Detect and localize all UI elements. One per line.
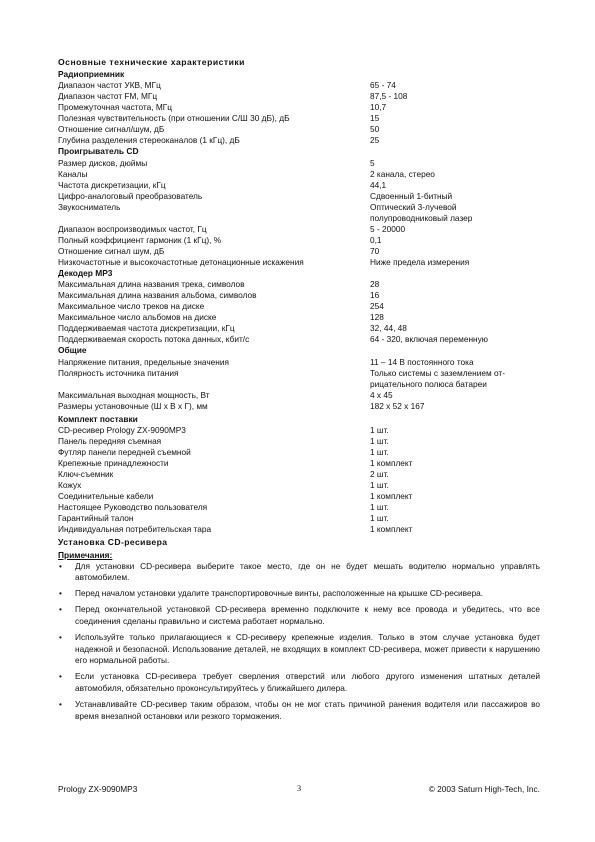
spec-label: Панель передняя съемная	[58, 436, 162, 446]
spec-label: Промежуточная частота, МГц	[58, 102, 172, 112]
spec-label: Поддерживаемая скорость потока данных, кбит/с	[58, 334, 250, 344]
spec-row	[58, 202, 540, 213]
spec-row	[58, 191, 540, 202]
spec-row	[58, 180, 540, 191]
spec-row	[58, 246, 540, 257]
spec-row	[58, 169, 540, 180]
bullet-icon: •	[59, 604, 62, 615]
document-page	[58, 57, 540, 727]
bullet-icon: •	[59, 671, 62, 682]
page-number: 3	[297, 784, 302, 793]
spec-row	[58, 436, 540, 447]
spec-row	[58, 491, 540, 502]
spec-value: 1 шт.	[370, 513, 389, 523]
spec-value: 1 комплект	[370, 458, 413, 468]
bullet-icon: •	[59, 698, 62, 709]
spec-label: Индивидуальная потребительская тара	[58, 524, 212, 534]
note-item	[58, 632, 540, 667]
spec-row	[58, 102, 540, 113]
spec-label: Отношение сигнал шум, дБ	[58, 245, 165, 256]
spec-row	[58, 135, 540, 146]
spec-row	[58, 513, 540, 524]
spec-value: 1 шт.	[370, 502, 389, 512]
spec-label: Настоящее Руководство пользователя	[58, 502, 208, 512]
spec-label: Размеры установочные (Ш х В х Г), мм	[58, 400, 208, 411]
notes-list	[58, 561, 540, 723]
spec-label: Футляр панели передней съемной	[58, 447, 191, 457]
spec-value: 50	[370, 124, 380, 134]
spec-value: 70	[370, 245, 380, 256]
spec-row	[58, 301, 540, 312]
spec-label: CD-ресивер Prology ZX-9090MP3	[58, 425, 186, 435]
spec-label: Максимальная длина названия трека, символов	[58, 279, 245, 289]
spec-label: Максимальное число альбомов на диске	[58, 312, 217, 322]
spec-value: 1 шт.	[370, 447, 389, 457]
spec-label: Поддерживаемая частота дискретизации, кГц	[58, 323, 235, 333]
kit-list	[58, 425, 540, 535]
spec-row	[58, 447, 540, 458]
section-heading: Общие	[58, 345, 87, 355]
footer-copyright: © 2003 Saturn High-Tech, Inc.	[428, 784, 540, 794]
note-item	[58, 561, 540, 584]
spec-row	[58, 257, 540, 268]
bullet-icon: •	[59, 588, 62, 599]
note-item	[58, 604, 540, 627]
spec-row	[58, 235, 540, 246]
spec-label: Диапазон частот FM, МГц	[58, 91, 158, 101]
spec-row	[58, 390, 540, 401]
spec-value: 64 - 320, включая переменную	[370, 334, 488, 344]
install-heading: Установка CD-ресивера	[58, 537, 168, 547]
spec-label: Напряжение питания, предельные значения	[58, 356, 229, 367]
section-heading: Декодер MP3	[58, 267, 113, 278]
spec-label: Диапазон частот УКВ, МГц	[58, 80, 161, 90]
spec-label: Отношение сигнал/шум, дБ	[58, 124, 165, 134]
spec-value: 1 шт.	[370, 436, 389, 446]
spec-row	[58, 124, 540, 135]
spec-row	[58, 425, 540, 436]
spacer	[58, 379, 370, 390]
spec-row	[58, 401, 540, 412]
spec-value: 0,1	[370, 234, 382, 245]
spec-row	[58, 368, 540, 379]
spec-label: Ключ-съемник	[58, 469, 114, 479]
spec-label: Полный коэффициент гармоник (1 кГц), %	[58, 234, 222, 245]
spec-value: 182 x 52 x 167	[370, 400, 425, 411]
notes-title: Примечания:	[58, 549, 113, 560]
spec-value: 4 x 45	[370, 389, 393, 400]
spec-value: 2 шт.	[370, 469, 389, 479]
spec-label: Полезная чувствительность (при отношении С/Ш 30 дБ), дБ	[58, 113, 290, 123]
spec-value: 1 шт.	[370, 480, 389, 490]
spec-row	[58, 469, 540, 480]
bullet-icon: •	[59, 631, 62, 642]
spec-value: 254	[370, 301, 384, 311]
spec-value: 1 комплект	[370, 524, 413, 534]
spec-value: 87,5 - 108	[370, 91, 408, 101]
spec-label: Максимальная выходная мощность, Вт	[58, 389, 210, 400]
spec-value: 44,1	[370, 179, 387, 190]
spec-label: Цифро-аналоговый преобразователь	[58, 190, 203, 201]
spec-label: Крепежные принадлежности	[58, 458, 169, 468]
note-item	[58, 699, 540, 722]
spec-row-continued	[58, 379, 540, 390]
spec-row	[58, 312, 540, 323]
spec-row-continued	[58, 213, 540, 224]
spec-row	[58, 323, 540, 334]
spec-value: 5	[370, 157, 375, 168]
spec-value: 28	[370, 279, 380, 289]
spec-value: Сдвоенный 1-битный	[370, 190, 453, 201]
footer-model: Prology ZX-9090MP3	[58, 784, 138, 794]
page-title: Основные технические характеристики	[58, 57, 245, 67]
spec-value: Оптический 3-лучевой	[370, 201, 457, 212]
spec-value: 11 – 14 В постоянного тока	[370, 356, 474, 367]
spec-row	[58, 224, 540, 235]
note-text: Устанавливайте CD-ресивер таким образом, чтобы он не мог стать причиной ранения водителя или пассажиров во время внезапной остановки или резкого торможения.	[75, 698, 540, 721]
spec-row	[58, 113, 540, 124]
spec-row	[58, 279, 540, 290]
spec-value: 32, 44, 48	[370, 323, 407, 333]
section-heading: Проигрыватель CD	[58, 146, 139, 156]
spec-row	[58, 158, 540, 169]
note-item	[58, 671, 540, 694]
spec-row	[58, 91, 540, 102]
note-text: Если установка CD-ресивера требует сверления отверстий или любого другого изменения штатных деталей автомобиля, обязательно проконсультируйтесь у ближайшего дилера.	[75, 671, 540, 693]
note-text: Используйте только прилагающиеся к CD-ресиверу крепежные изделия. Только в этом случае установка будет надежной и безопасной. Использование деталей, не входящих в комплект CD-ресивера, может привести к нарушению его нормальной работы.	[75, 631, 540, 666]
spec-label: Диапазон воспроизводимых частот, Гц	[58, 223, 207, 234]
note-text: Для установки CD-ресивера выберите такое место, где он не будет мешать водителю нормально управлять автомобилем.	[75, 560, 540, 583]
spec-value: 25	[370, 135, 380, 145]
spec-value: 15	[370, 113, 380, 123]
spec-value: 1 комплект	[370, 491, 413, 501]
spec-value: 16	[370, 290, 380, 300]
spec-row	[58, 334, 540, 345]
spec-value: 1 шт.	[370, 425, 389, 435]
spec-label: Низкочастотные и высокочастотные детонационные искажения	[58, 256, 304, 267]
spec-label: Кожух	[58, 480, 82, 490]
spec-label: Размер дисков, дюймы	[58, 157, 148, 168]
spec-value: 5 - 20000	[370, 223, 406, 234]
kit-heading: Комплект поставки	[58, 413, 138, 424]
note-text: Перед окончательной установкой CD-ресивера временно подключите к нему все провода и убедитесь, что все соединения сделаны правильно и система работает нормально.	[75, 604, 540, 626]
spec-label: Максимальное число треков на диске	[58, 301, 205, 311]
bullet-icon: •	[59, 560, 62, 571]
spec-value: 10,7	[370, 102, 387, 112]
spec-row	[58, 80, 540, 91]
spec-row	[58, 480, 540, 491]
spec-value: рицательного полюса батареи	[370, 378, 487, 389]
spec-value: 2 канала, стерео	[370, 168, 435, 179]
spec-label: Максимальная длина названия альбома, символов	[58, 290, 257, 300]
section-heading: Радиоприемник	[58, 68, 125, 79]
spec-row	[58, 458, 540, 469]
spec-row	[58, 502, 540, 513]
spec-label: Гарантийный талон	[58, 513, 134, 523]
spec-label: Частота дискретизации, кГц	[58, 179, 166, 190]
spec-value: полупроводниковый лазер	[370, 212, 473, 223]
spec-label: Звукосниматель	[58, 201, 121, 212]
specifications	[58, 69, 540, 412]
spacer	[58, 213, 370, 224]
spec-value: Ниже предела измерения	[370, 256, 470, 267]
spec-value: Только системы с заземлением от-	[370, 367, 505, 378]
spec-value: 128	[370, 312, 384, 322]
note-text: Перед началом установки удалите транспортировочные винты, расположенные на крышке CD-ресивера.	[75, 588, 484, 599]
spec-row	[58, 524, 540, 535]
spec-label: Соединительные кабели	[58, 491, 154, 501]
note-item	[58, 588, 540, 600]
spec-value: 65 - 74	[370, 80, 396, 90]
spec-row	[58, 290, 540, 301]
spec-label: Глубина разделения стереоканалов (1 кГц), дБ	[58, 135, 240, 145]
spec-row	[58, 357, 540, 368]
spec-label: Полярность источника питания	[58, 367, 179, 378]
spec-label: Каналы	[58, 168, 88, 179]
